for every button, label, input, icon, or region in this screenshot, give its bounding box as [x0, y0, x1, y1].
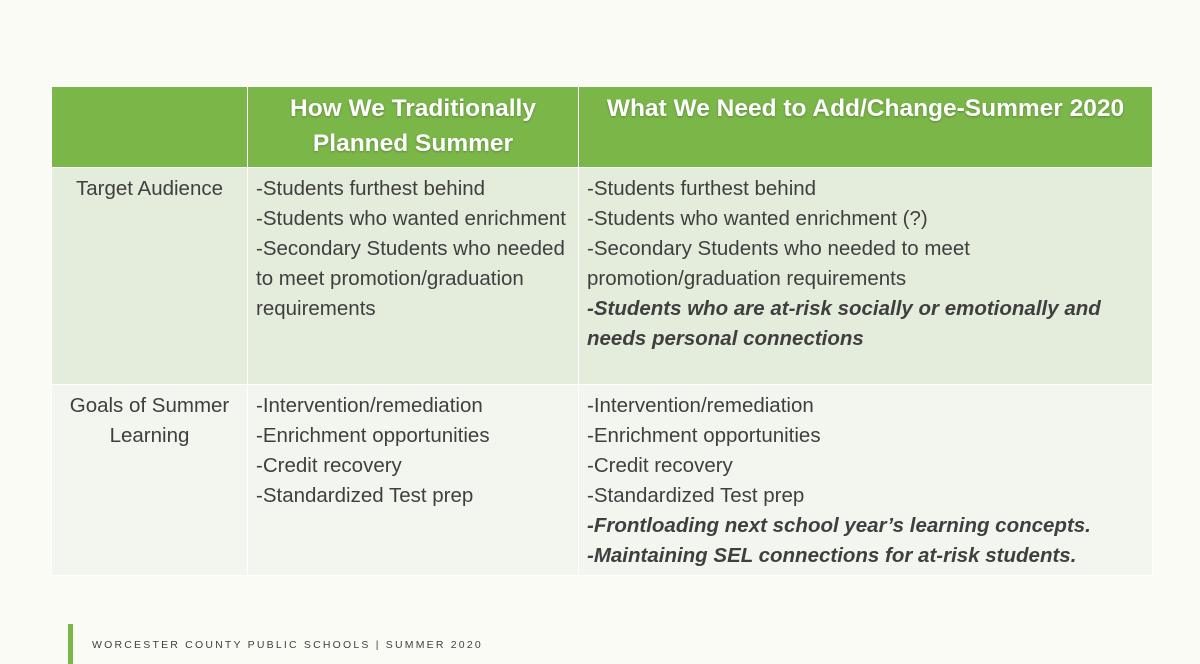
target-audience-change-cell	[579, 168, 1153, 385]
header-change: What We Need to Add/Change-Summer 2020	[579, 87, 1153, 168]
row-label-target-audience: Target Audience	[52, 168, 248, 385]
table-row	[52, 385, 1153, 576]
list-item-added: -Students who are at-risk socially or emotionally and needs personal connections	[587, 297, 1101, 350]
goals-traditional-cell	[248, 385, 579, 576]
target-audience-traditional-cell	[248, 168, 579, 385]
list-item: -Credit recovery	[256, 454, 402, 477]
list-item-added: -Maintaining SEL connections for at-risk students.	[587, 544, 1077, 567]
row-label-goals: Goals of Summer Learning	[52, 385, 248, 576]
header-row	[52, 87, 1153, 168]
list-item: -Standardized Test prep	[256, 484, 474, 507]
header-empty-cell	[52, 87, 248, 168]
list-item: -Enrichment opportunities	[587, 424, 821, 447]
list-item: -Students furthest behind	[587, 177, 817, 200]
goals-change-cell	[579, 385, 1153, 576]
list-item: -Intervention/remediation	[256, 394, 483, 417]
list-item: -Intervention/remediation	[587, 394, 814, 417]
list-item-added: -Frontloading next school year’s learning concepts.	[587, 514, 1091, 537]
table-row	[52, 168, 1153, 385]
list-item: -Enrichment opportunities	[256, 424, 490, 447]
footer-text: WORCESTER COUNTY PUBLIC SCHOOLS | SUMMER 2020	[92, 639, 483, 651]
footer-accent-bar	[68, 624, 73, 664]
list-item: -Students who wanted enrichment	[256, 207, 566, 230]
list-item: -Credit recovery	[587, 454, 733, 477]
list-item: -Secondary Students who needed to meet promotion/graduation requirements	[256, 237, 565, 320]
comparison-table	[51, 86, 1153, 576]
list-item: -Students who wanted enrichment (?)	[587, 207, 928, 230]
list-item: -Secondary Students who needed to meet promotion/graduation requirements	[587, 237, 970, 290]
list-item: -Students furthest behind	[256, 177, 486, 200]
header-traditional: How We Traditionally Planned Summer	[248, 87, 579, 168]
list-item: -Standardized Test prep	[587, 484, 805, 507]
